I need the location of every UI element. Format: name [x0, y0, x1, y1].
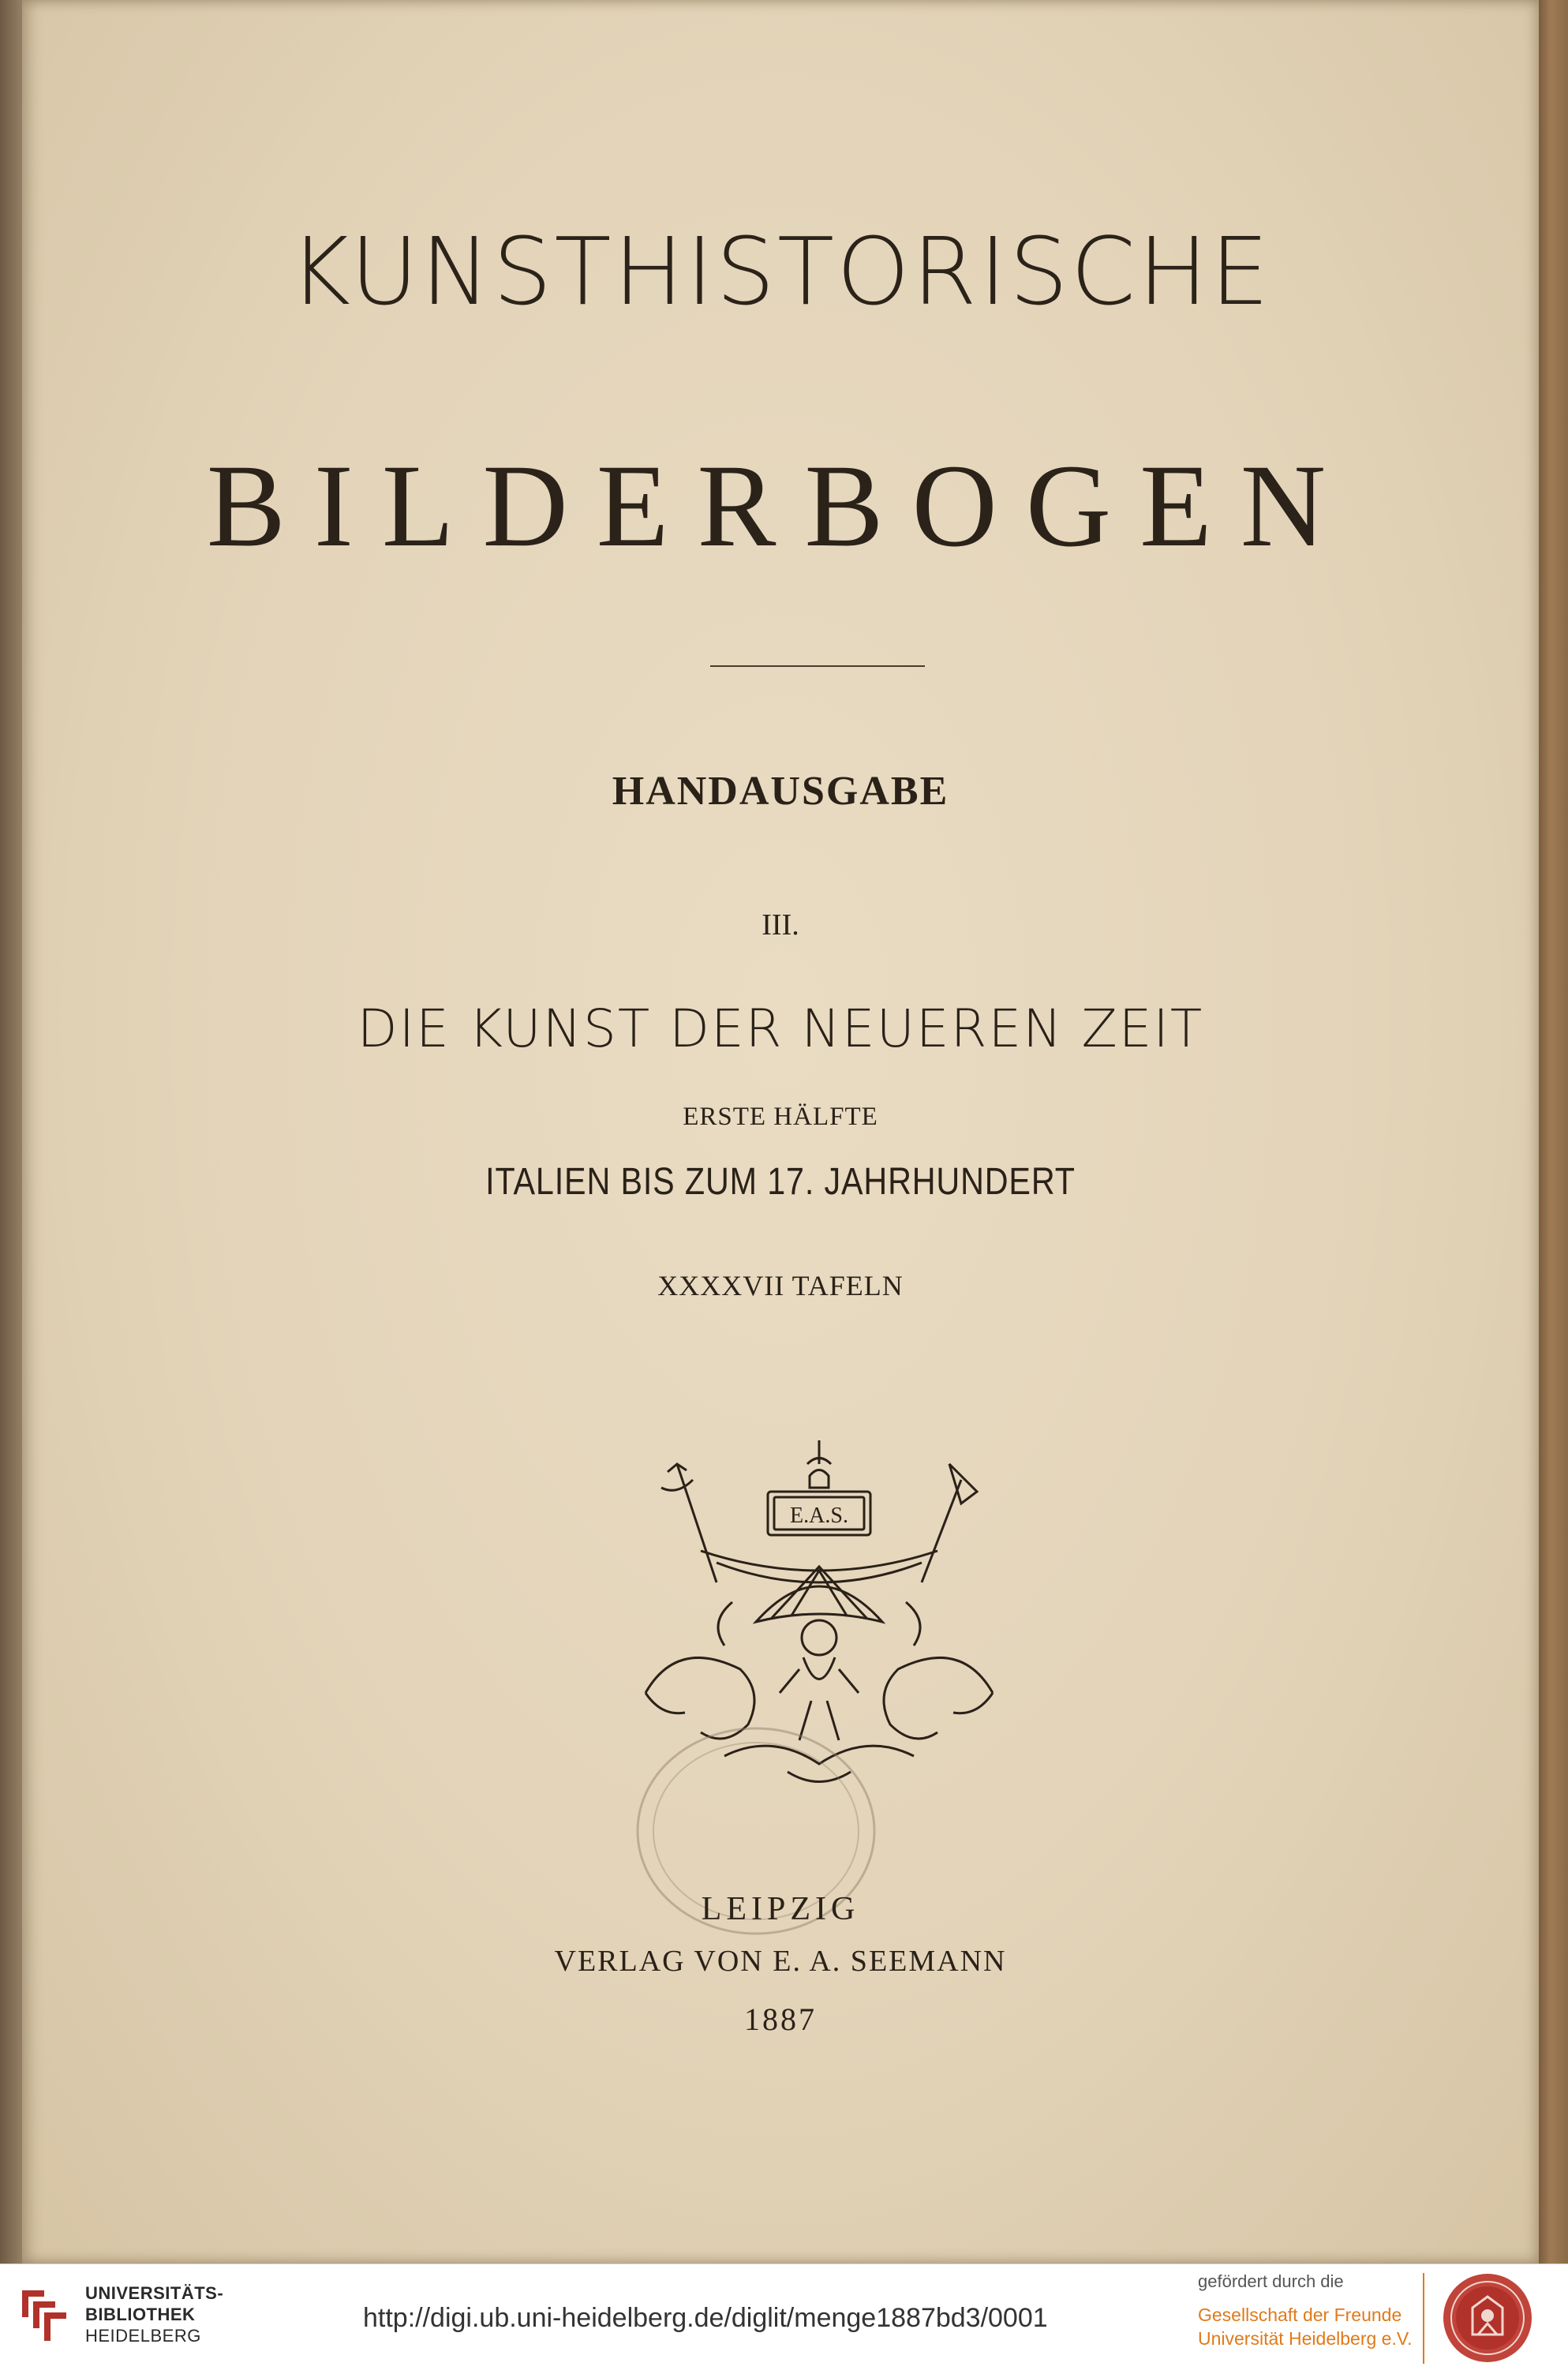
cover-edge [1539, 0, 1568, 2264]
footer-divider [1423, 2273, 1424, 2364]
library-name-line-3: HEIDELBERG [85, 2326, 201, 2346]
part-label: ERSTE HÄLFTE [683, 1103, 878, 1131]
university-seal-icon[interactable] [1441, 2271, 1534, 2365]
subject-title: DIE KUNST DER NEUEREN ZEIT [357, 998, 1204, 1059]
publication-year: 1887 [744, 2001, 817, 2037]
plates-count: XXXXVII TAFELN [657, 1270, 904, 1301]
publication-place: LEIPZIG [701, 1891, 860, 1927]
sponsor-name-line-2[interactable]: Universität Heidelberg e.V. [1198, 2328, 1413, 2349]
volume-number: III. [762, 908, 799, 942]
permalink-url[interactable]: http://digi.ub.uni-heidelberg.de/diglit/menge1887bd3/0001 [363, 2303, 1048, 2333]
title-page [22, 0, 1539, 2264]
title-line-1: KUNSTHISTORISCHE [289, 217, 1272, 326]
sponsor-name-line-1[interactable]: Gesellschaft der Freunde [1198, 2305, 1402, 2325]
library-name-line-2: BIBLIOTHEK [85, 2305, 196, 2324]
title-divider [710, 665, 925, 667]
title-line-2: BILDERBOGEN [206, 440, 1355, 571]
publisher-mark-initials: E.A.S. [790, 1503, 848, 1528]
library-name-line-1: UNIVERSITÄTS- [85, 2283, 224, 2303]
ub-heidelberg-logo[interactable] [16, 2286, 73, 2346]
publisher-name: VERLAG VON E. A. SEEMANN [554, 1945, 1007, 1978]
edition-label: HANDAUSGABE [612, 769, 949, 814]
sponsor-label: gefördert durch die [1198, 2271, 1344, 2291]
region-title: ITALIEN BIS ZUM 17. JAHRHUNDERT [485, 1161, 1076, 1203]
